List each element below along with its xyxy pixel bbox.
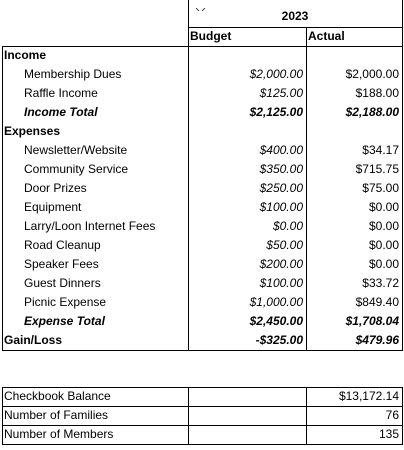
line-item-label: Door Prizes [24, 181, 87, 195]
summary-row-border [2, 387, 403, 388]
budget-value: $0.00 [272, 219, 303, 233]
summary-label: Checkbook Balance [4, 389, 111, 403]
gain-loss-label: Gain/Loss [4, 333, 63, 347]
line-item-label: Newsletter/Website [24, 143, 128, 157]
budget-value: $50.00 [266, 238, 303, 252]
right-border [402, 0, 403, 350]
budget-value: $2,000.00 [249, 67, 303, 81]
line-item-label: Picnic Expense [24, 295, 107, 309]
year-bottom-border [188, 27, 403, 28]
budget-value: $350.00 [259, 162, 303, 176]
actual-left-border [306, 27, 307, 350]
actual-value: $0.00 [368, 238, 399, 252]
line-item-label: Community Service [24, 162, 129, 176]
total-label: Expense Total [24, 314, 105, 328]
summary-label: Number of Members [4, 427, 114, 441]
summary-value: 76 [385, 408, 399, 422]
actual-value: $849.40 [355, 295, 399, 309]
actual-gain-loss: $479.96 [355, 333, 399, 347]
actual-value: $33.72 [362, 276, 399, 290]
line-item-label: Road Cleanup [24, 238, 101, 252]
section-heading: Expenses [4, 124, 61, 138]
budget-column-header: Budget [190, 29, 232, 43]
summary-mid-border [188, 387, 189, 444]
header-bottom-border [2, 46, 403, 47]
summary-mid-border [306, 387, 307, 444]
budget-value: $250.00 [259, 181, 303, 195]
year-header: 2023 [281, 9, 309, 23]
budget-value: $125.00 [259, 86, 303, 100]
line-item-label: Equipment [24, 200, 82, 214]
line-item-label: Guest Dinners [24, 276, 101, 290]
summary-row-border [2, 406, 403, 407]
left-border [2, 46, 3, 350]
actual-value: $2,000.00 [345, 67, 399, 81]
total-label: Income Total [24, 105, 98, 119]
summary-label: Number of Families [4, 408, 109, 422]
actual-value: $715.75 [355, 162, 399, 176]
actual-value: $34.17 [362, 143, 399, 157]
summary-row-border [2, 425, 403, 426]
summary-row-border [2, 444, 403, 445]
summary-value: $13,172.14 [338, 389, 399, 403]
column-header-fragment [186, 0, 218, 3]
actual-total: $1,708.04 [345, 314, 399, 328]
line-item-label: Raffle Income [24, 86, 98, 100]
budget-total: $2,450.00 [249, 314, 303, 328]
budget-value: $100.00 [259, 276, 303, 290]
actual-value: $0.00 [368, 219, 399, 233]
line-item-label: Larry/Loon Internet Fees [24, 219, 156, 233]
line-item-label: Membership Dues [24, 67, 122, 81]
budget-total: $2,125.00 [249, 105, 303, 119]
actual-value: $75.00 [362, 181, 399, 195]
summary-left-border [2, 387, 3, 444]
budget-value: $200.00 [259, 257, 303, 271]
actual-total: $2,188.00 [345, 105, 399, 119]
budget-left-border [188, 0, 189, 350]
table-bottom-border [2, 350, 403, 351]
summary-value: 135 [378, 427, 399, 441]
summary-right-border [402, 387, 403, 444]
budget-gain-loss: -$325.00 [255, 333, 303, 347]
actual-column-header: Actual [308, 29, 345, 43]
budget-value: $1,000.00 [249, 295, 303, 309]
budget-value: $100.00 [259, 200, 303, 214]
actual-value: $188.00 [355, 86, 399, 100]
line-item-label: Speaker Fees [24, 257, 99, 271]
budget-value: $400.00 [259, 143, 303, 157]
section-heading: Income [4, 48, 47, 62]
actual-value: $0.00 [368, 257, 399, 271]
actual-value: $0.00 [368, 200, 399, 214]
